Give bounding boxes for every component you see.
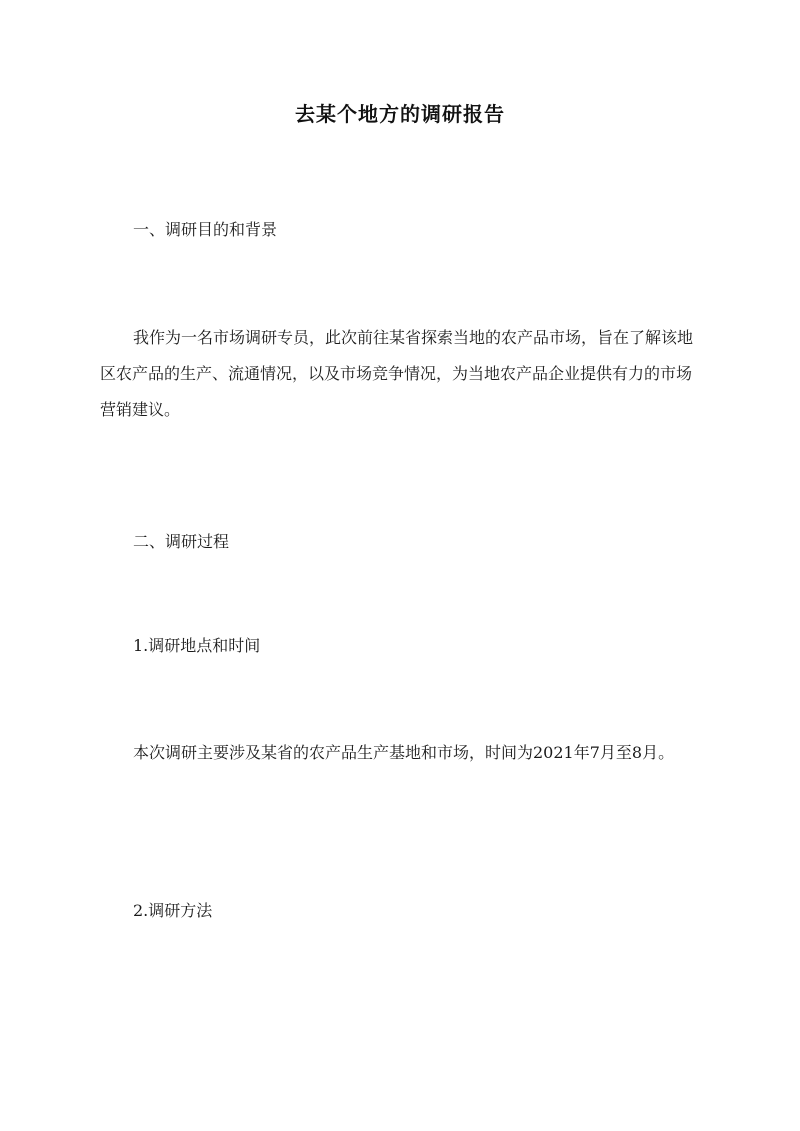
- section-heading-process: 二、调研过程: [133, 532, 230, 551]
- subsection-heading-method: 2.调研方法: [133, 901, 213, 920]
- paragraph-purpose: 我作为一名市场调研专员，此次前往某省探索当地的农产品市场，旨在了解该地区农产品的生产、流通情况，以及市场竞争情况，为当地农产品企业提供有力的市场营销建议。: [100, 328, 694, 419]
- section-heading-purpose: 一、调研目的和背景: [133, 220, 278, 239]
- paragraph-location-time: 本次调研主要涉及某省的农产品生产基地和市场，时间为2021年7月至8月。: [133, 743, 675, 762]
- subsection-heading-location-time: 1.调研地点和时间: [133, 636, 261, 655]
- document-title: 去某个地方的调研报告: [295, 102, 505, 126]
